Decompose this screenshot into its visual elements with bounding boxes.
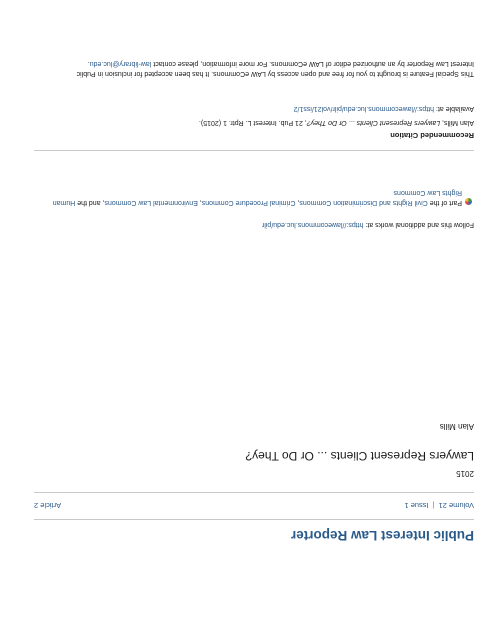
environmental-law-commons-link[interactable]: Environmental Law Commons	[104, 199, 198, 206]
citation-text	[34, 117, 474, 127]
separator: ,	[197, 199, 202, 206]
civil-rights-commons-link[interactable]: Civil Rights and Discrimination Commons	[299, 199, 428, 206]
volume-issue	[404, 501, 474, 510]
volume-link[interactable]: Volume 21	[438, 501, 474, 510]
journal-title: Public Interest Law Reporter	[290, 528, 474, 543]
notice-end: .	[87, 60, 90, 67]
separator: |	[432, 501, 435, 510]
separator: ,	[295, 199, 300, 206]
part-of-commons	[42, 187, 472, 207]
part-of-prefix: Part of the	[427, 199, 462, 206]
bepress-commons-icon	[465, 198, 472, 205]
human-rights-commons-link[interactable]: Human Rights Law Commons	[52, 189, 462, 206]
article-number-link[interactable]: Article 2	[34, 501, 62, 510]
citation-title: Lawyers Represent Clients ... Or Do They?	[306, 119, 441, 126]
available-label: Available at:	[434, 105, 474, 112]
author-name: Alan Mills	[439, 422, 474, 431]
recommended-citation-heading: Recommended Citation	[390, 131, 474, 140]
issue-link[interactable]: Issue 1	[404, 501, 429, 510]
article-permalink[interactable]: https://lawecommons.luc.edu/pilr/vol21/iss1/2	[293, 105, 435, 112]
separator: , and the	[75, 199, 105, 206]
follow-text: Follow this and additional works at:	[363, 221, 474, 228]
header-top-rule	[34, 519, 474, 520]
available-at-line	[294, 103, 474, 113]
contact-email-link[interactable]: law-library@luc.edu	[89, 60, 152, 67]
citation-author: Alan Mills,	[440, 119, 474, 126]
citation-source: , 21 Pub. Interest L. Rptr. 1 (2015).	[198, 119, 307, 126]
criminal-procedure-commons-link[interactable]: Criminal Procedure Commons	[201, 199, 296, 206]
notice-text: This Special Feature is brought to you for free and open access by LAW eCommons. It has been accepted for inclusion in Public Interest Law Reporter by an authorized editor of LAW eCommons. For more information, please contact	[76, 60, 474, 77]
header-bottom-rule	[34, 492, 474, 493]
follow-line	[262, 219, 474, 229]
article-title: Lawyers Represent Clients ... Or Do They?	[245, 449, 474, 463]
publication-year: 2015	[456, 469, 474, 478]
citation-rule	[34, 150, 474, 151]
repository-link[interactable]: https://lawecommons.luc.edu/pilr	[261, 221, 364, 228]
access-notice	[74, 58, 474, 78]
